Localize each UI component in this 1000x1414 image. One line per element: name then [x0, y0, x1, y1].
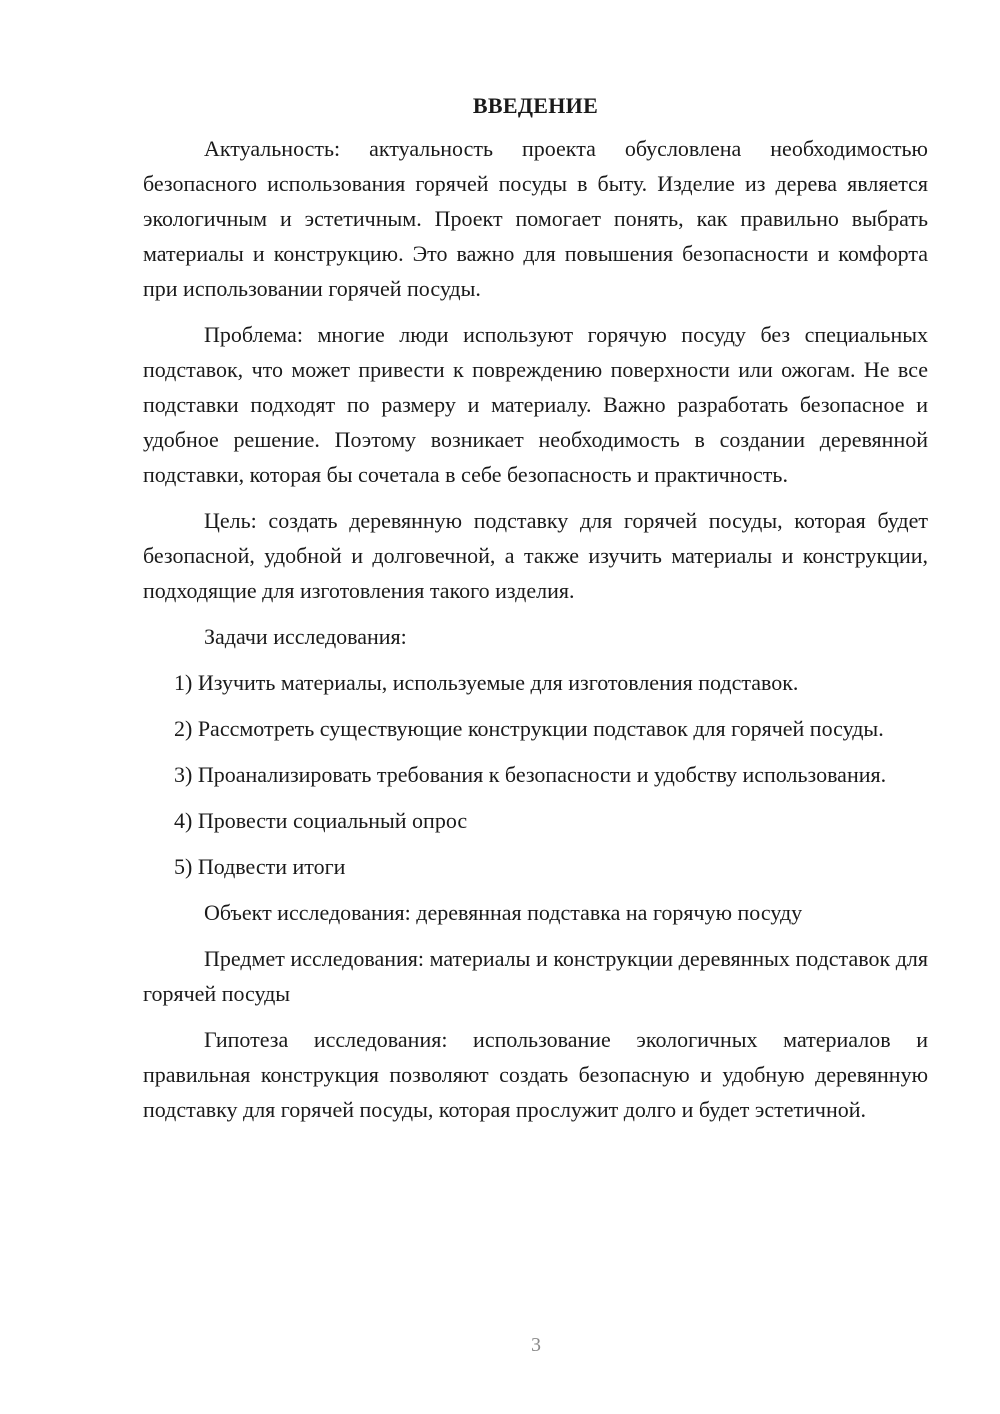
tasks-title: Задачи исследования:	[204, 624, 407, 649]
task-item: 4) Провести социальный опрос	[174, 808, 468, 833]
task-item: 3) Проанализировать требования к безопасности и удобству использования.	[174, 762, 887, 787]
page-number: 3	[531, 1334, 541, 1356]
object-paragraph: Объект исследования: деревянная подставка на горячую посуду	[204, 900, 803, 925]
subject-paragraph: Предмет исследования: материалы и конструкции деревянных подставок для горячей посуды	[143, 946, 928, 1006]
relevance-paragraph: Актуальность: актуальность проекта обусловлена необходимостью безопасного использования горячей посуды в быту. Изделие из дерева является экологичным и эстетичным. Проект помогает понять, как правильно выбрать материалы и конструкцию. Это важно для повышения безопасности и комфорта при использовании горячей посуды.	[143, 136, 928, 301]
document-page	[143, 92, 928, 1138]
task-item: 1) Изучить материалы, используемые для изготовления подставок.	[174, 670, 799, 695]
hypothesis-paragraph: Гипотеза исследования: использование экологичных материалов и правильная конструкция позволяют создать безопасную и удобную деревянную подставку для горячей посуды, которая прослужит долго и будет эстетичной.	[143, 1027, 928, 1122]
problem-paragraph: Проблема: многие люди используют горячую посуду без специальных подставок, что может привести к повреждению поверхности или ожогам. Не все подставки подходят по размеру и материалу. Важно разработать безопасное и удобное решение. Поэтому возникает необходимость в создании деревянной подставки, которая бы сочетала в себе безопасность и практичность.	[143, 322, 928, 487]
section-heading: ВВЕДЕНИЕ	[472, 93, 599, 118]
goal-paragraph: Цель: создать деревянную подставку для горячей посуды, которая будет безопасной, удобной и долговечной, а также изучить материалы и конструкции, подходящие для изготовления такого изделия.	[143, 508, 928, 603]
task-item: 2) Рассмотреть существующие конструкции подставок для горячей посуды.	[174, 716, 884, 741]
task-item: 5) Подвести итоги	[174, 854, 346, 879]
